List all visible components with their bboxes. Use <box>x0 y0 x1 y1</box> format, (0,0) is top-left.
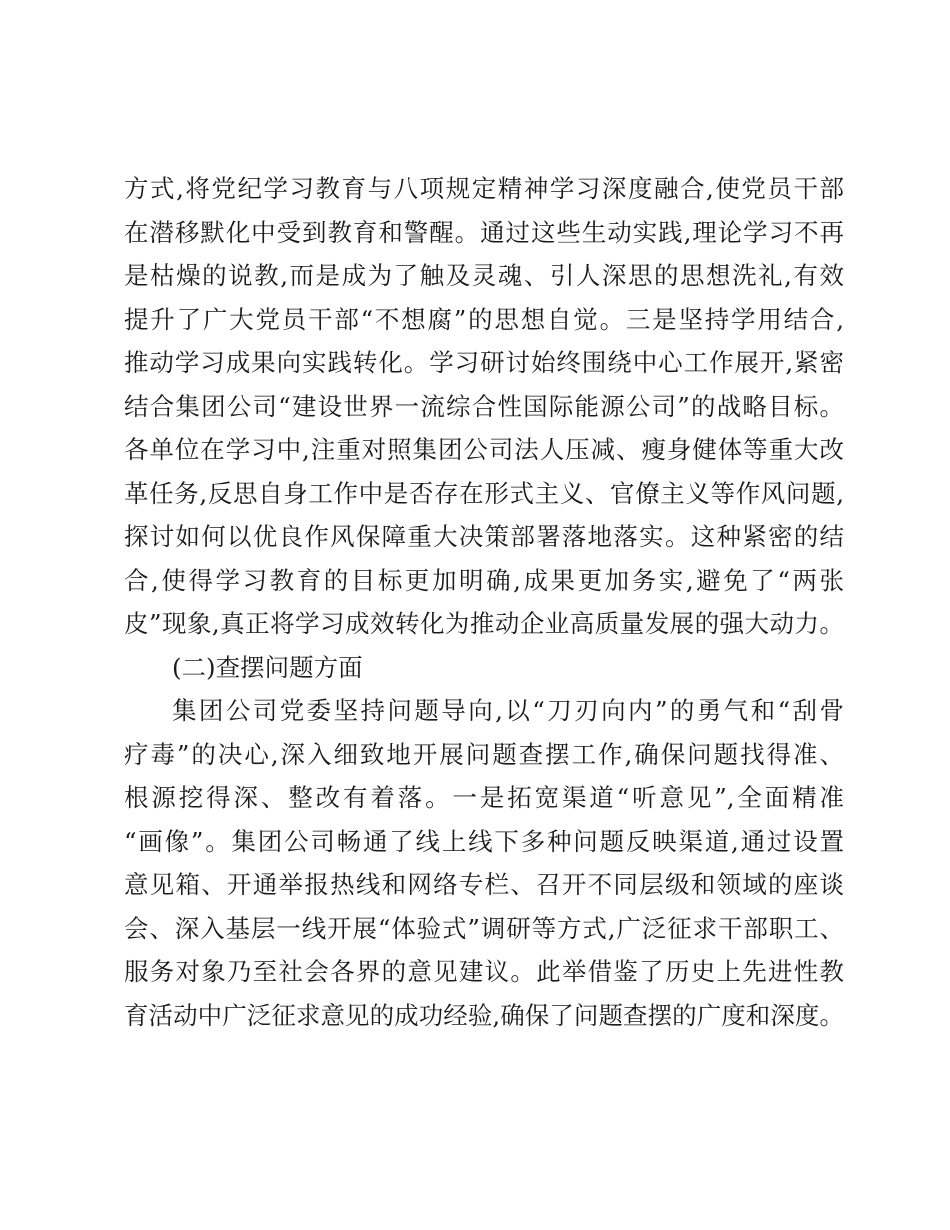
text-line: 集团公司党委坚持问题导向,以“刀刃向内”的勇气和“刮骨 <box>172 696 844 725</box>
text-line: 各单位在学习中,注重对照集团公司法人压减、瘦身健体等重大改 <box>124 435 844 464</box>
text-line: 探讨如何以优良作风保障重大决策部署落地落实。这种紧密的结 <box>124 522 844 551</box>
text-line: 方式,将党纪学习教育与八项规定精神学习深度融合,使党员干部 <box>124 174 844 203</box>
text-line: 会、深入基层一线开展“体验式”调研等方式,广泛征求干部职工、 <box>124 913 844 943</box>
text-line: 育活动中广泛征求意见的成功经验,确保了问题查摆的广度和深度。 <box>124 1000 844 1030</box>
text-line: 革任务,反思自身工作中是否存在形式主义、官僚主义等作风问题, <box>124 478 844 508</box>
text-line: “画像”。集团公司畅通了线上线下多种问题反映渠道,通过设置 <box>124 826 844 856</box>
text-line: 疗毒”的决心,深入细致地开展问题查摆工作,确保问题找得准、 <box>124 739 844 769</box>
text-line: 在潜移默化中受到教育和警醒。通过这些生动实践,理论学习不再 <box>124 217 844 247</box>
section-heading: (二)查摆问题方面 <box>172 652 363 682</box>
text-line: 提升了广大党员干部“不想腐”的思想自觉。三是坚持学用结合, <box>124 304 844 334</box>
text-line: 结合集团公司“建设世界一流综合性国际能源公司”的战略目标。 <box>124 391 844 421</box>
text-line: 合,使得学习教育的目标更加明确,成果更加务实,避免了“两张 <box>124 565 844 595</box>
text-line: 皮”现象,真正将学习成效转化为推动企业高质量发展的强大动力。 <box>124 609 844 638</box>
text-line: 推动学习成果向实践转化。学习研讨始终围绕中心工作展开,紧密 <box>124 348 844 377</box>
text-line: 服务对象乃至社会各界的意见建议。此举借鉴了历史上先进性教 <box>124 957 844 986</box>
text-line: 是枯燥的说教,而是成为了触及灵魂、引人深思的思想洗礼,有效 <box>124 261 844 290</box>
text-line: 根源挖得深、整改有着落。一是拓宽渠道“听意见”,全面精准 <box>124 783 844 812</box>
text-line: 意见箱、开通举报热线和网络专栏、召开不同层级和领域的座谈 <box>124 870 844 899</box>
body-text <box>124 167 844 1037</box>
